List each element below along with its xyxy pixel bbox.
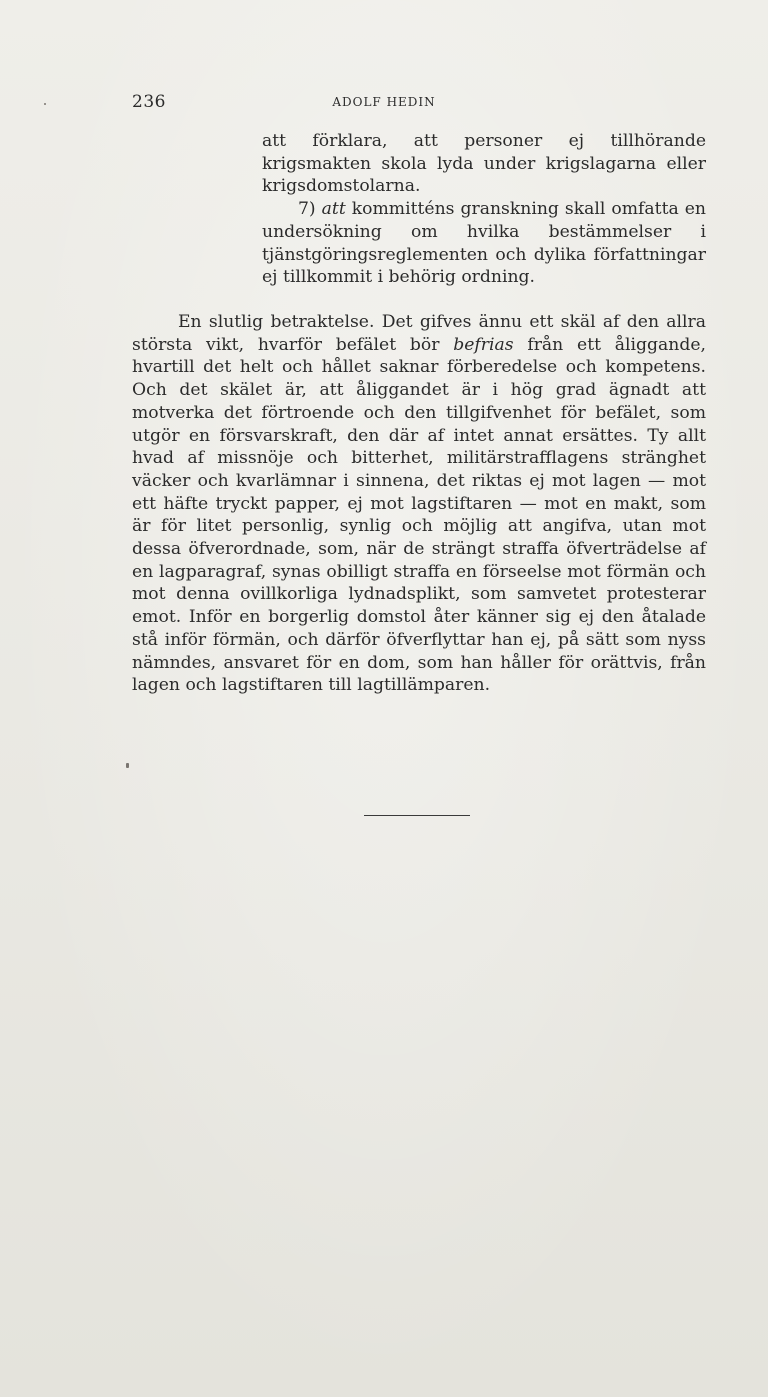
list-item-number: 7) — [298, 199, 316, 220]
body-text-block — [132, 311, 706, 697]
list-item-7 — [262, 198, 706, 289]
page-number: 236 — [132, 92, 166, 112]
paragraph-text-part1: En slutlig betraktelse. Det gifves ännu ett skäl af den allra största vikt, hvarför befälet bör — [132, 312, 706, 355]
list-item-continuation: att förklara, att personer ej tillhörande krigsmakten skola lyda under krigslagarna eller krigsdomstolarna. — [262, 131, 706, 197]
list-item-italic-word: att — [321, 199, 346, 220]
body-paragraph — [132, 311, 706, 697]
ink-speck — [44, 103, 46, 105]
ink-speck — [126, 763, 129, 768]
section-divider — [364, 815, 470, 816]
paragraph-text-part2: från ett åliggande, hvartill det helt och hållet saknar förberedelse och kompetens. Och det skälet är, att åliggandet är i hög grad ägnadt att motverka det förtroende och den tillgifvenhet för befälet, som utgör en försvarskraft, den där af intet annat ersättes. Ty allt hvad af missnöje och bitterhet, militärstrafflagens stränghet väcker och kvarlämnar i sinnena, det riktas ej mot lagen — mot ett häfte tryckt papper, ej mot lagstiftaren — mot en makt, som är för litet personlig, synlig och möjlig att angifva, utan mot dessa öfverordnade, som, när de strängt straffa öfverträdelse af en lagparagraf, synas obilligt straffa en förseelse mot förmän och mot denna ovillkorliga lydnadsplikt, som samvetet protesterar emot. Inför en borgerlig domstol åter känner sig ej den åtalade stå inför förmän, och därför öfverflyttar han ej, på sätt som nyss nämndes, ansvaret för en dom, som han håller för orättvis, från lagen och lagstiftaren till lagtillämparen. — [132, 334, 706, 696]
running-head: ADOLF HEDIN — [332, 95, 436, 109]
list-item-text: kommitténs granskning skall omfatta en undersökning om hvilka bestämmelser i tjänstgöringsreglementen och dylika författningar ej tillkommit i behörig ordning. — [262, 199, 706, 288]
paragraph-emphasis: befrias — [453, 334, 514, 355]
list-items-block — [262, 130, 706, 289]
